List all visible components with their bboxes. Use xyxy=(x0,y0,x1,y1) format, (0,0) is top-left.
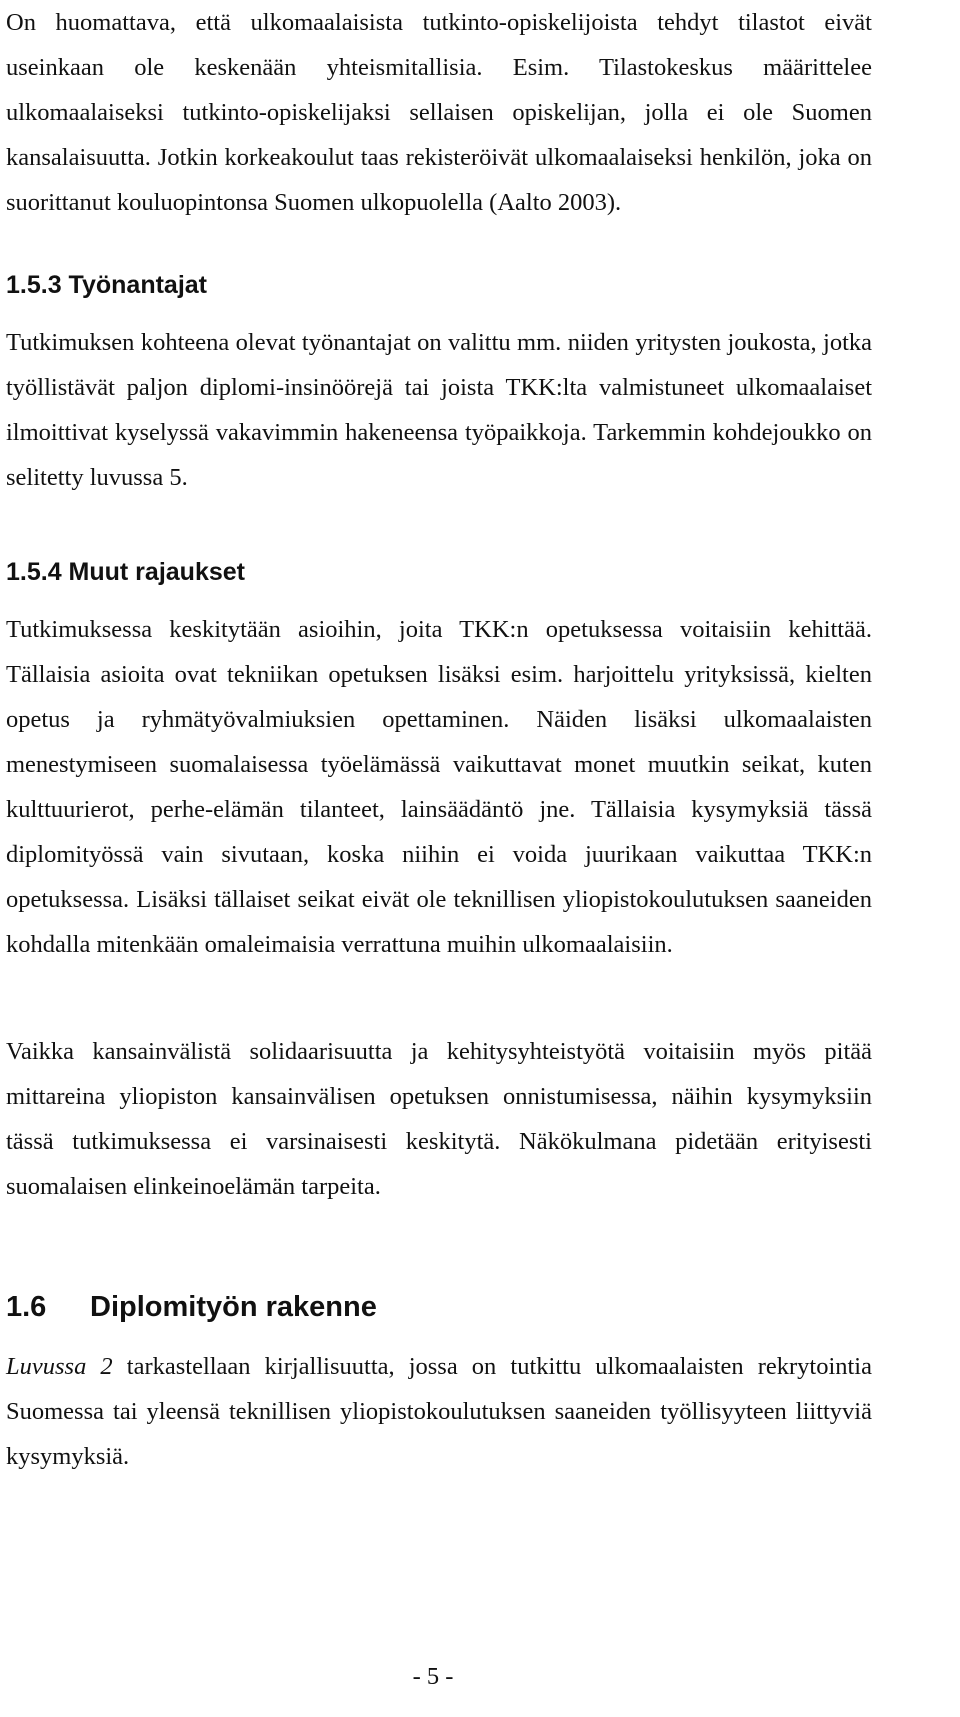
paragraph-other-limitations: Tutkimuksessa keskitytään asioihin, joita TKK:n opetuksessa voitaisiin kehittää. Tällaisia asioita ovat tekniikan opetuksen lisäksi esim. harjoittelu yrityksissä, kielten opetus ja ryhmätyövalmiuksien opettaminen. Näiden lisäksi ulkomaalaisten menestymiseen suomalaisessa työelämässä vaikuttavat monet muutkin seikat, kuten kulttuurierot, perhe-elämän tilanteet, lainsäädäntö jne. Tällaisia kysymyksiä tässä diplomityössä vain sivutaan, koska niihin ei voida juurikaan vaikuttaa TKK:n opetuksessa. Lisäksi tällaiset seikat eivät ole teknillisen yliopistokoulutuksen saaneiden kohdalla mitenkään omaleimaisia verrattuna muihin ulkomaalaisiin. xyxy=(6,616,872,958)
paragraph-foreign-student-statistics: On huomattava, että ulkomaalaisista tutkinto-opiskelijoista tehdyt tilastot eivät useinkaan ole keskenään yhteismitallisia. Esim. Tilastokeskus määrittelee ulkomaalaiseksi tutkinto-opiskelijaksi sellaisen opiskelijan, jolla ei ole Suomen kansalaisuutta. Jotkin korkeakoulut taas rekisteröivät ulkomaalaiseksi henkilön, joka on suorittanut kouluopintonsa Suomen ulkopuolella (Aalto 2003). xyxy=(6,9,872,216)
page-number: - 5 - xyxy=(412,1663,454,1690)
heading-title: Diplomityön rakenne xyxy=(90,1291,377,1323)
paragraph-solidarity: Vaikka kansainvälistä solidaarisuutta ja kehitysyhteistyötä voitaisiin myös pitää mittareina yliopiston kansainvälisen opetuksen onnistumisessa, näihin kysymyksiin tässä tutkimuksessa ei varsinaisesti keskitytä. Näkökulmana pidetään erityisesti suomalaisen elinkeinoelämän tarpeita. xyxy=(6,1038,872,1200)
heading-1-6-thesis-structure xyxy=(6,1290,377,1324)
paragraph-thesis-structure-text: tarkastellaan kirjallisuutta, jossa on tutkittu ulkomaalaisten rekrytointia Suomessa tai yleensä teknillisen yliopistokoulutuksen saaneiden työllisyyteen liittyviä kysymyksiä. xyxy=(6,1353,872,1470)
chapter-reference: Luvussa 2 xyxy=(6,1353,113,1380)
heading-1-5-3-employers: 1.5.3 Työnantajat xyxy=(6,271,207,299)
heading-1-5-4-other-limitations: 1.5.4 Muut rajaukset xyxy=(6,558,245,586)
paragraph-thesis-structure xyxy=(6,1344,872,1479)
paragraph-employers: Tutkimuksen kohteena olevat työnantajat on valittu mm. niiden yritysten joukosta, jotka työllistävät paljon diplomi-insinöörejä tai joista TKK:lta valmistuneet ulkomaalaiset ilmoittivat kyselyssä vakavimmin hakeneensa työpaikkoja. Tarkemmin kohdejoukko on selitetty luvussa 5. xyxy=(6,329,872,491)
heading-number: 1.6 xyxy=(6,1291,47,1323)
